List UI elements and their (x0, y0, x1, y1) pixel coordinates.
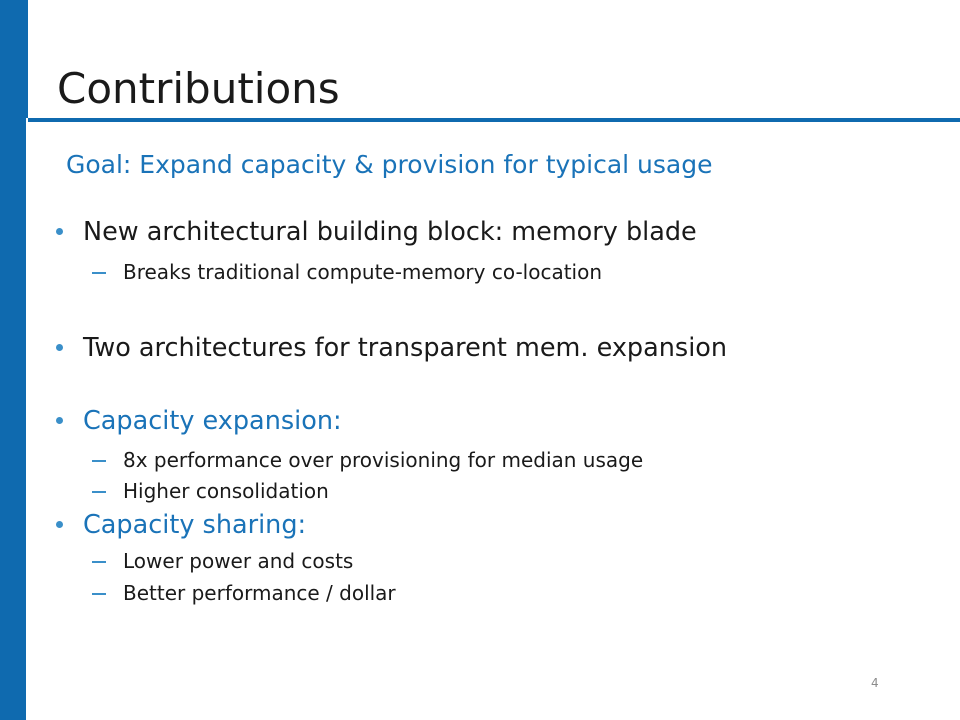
bullet-dot-icon (56, 228, 63, 235)
bullet-item (56, 406, 342, 437)
sub-bullet-item (92, 549, 353, 573)
dash-icon (92, 491, 106, 493)
goal-statement: Goal: Expand capacity & provision for typical usage (66, 150, 713, 179)
sub-bullet-text: Better performance / dollar (123, 581, 396, 605)
dash-icon (92, 272, 106, 274)
sub-bullet-item (92, 581, 396, 605)
dash-icon (92, 561, 106, 563)
bullet-dot-icon (56, 417, 63, 424)
sub-bullet-item (92, 479, 329, 503)
sub-bullet-text: Lower power and costs (123, 549, 354, 573)
sub-bullet-text: Higher consolidation (123, 479, 329, 503)
slide-title: Contributions (57, 64, 340, 113)
left-accent-bar (0, 0, 26, 720)
bullet-text: New architectural building block: memory blade (83, 217, 697, 247)
sub-bullet-text: 8x performance over provisioning for median usage (123, 448, 644, 472)
dash-icon (92, 593, 106, 595)
bullet-text: Two architectures for transparent mem. expansion (83, 333, 728, 363)
left-accent-notch (26, 0, 28, 118)
bullet-item (56, 510, 306, 541)
sub-bullet-item (92, 448, 643, 472)
bullet-item (56, 333, 727, 364)
dash-icon (92, 460, 106, 462)
bullet-text: Capacity expansion: (83, 406, 342, 436)
bullet-item (56, 217, 697, 248)
sub-bullet-item (92, 260, 602, 284)
bullet-dot-icon (56, 521, 63, 528)
title-underline-rule (28, 118, 960, 122)
page-number: 4 (871, 676, 879, 690)
bullet-dot-icon (56, 344, 63, 351)
bullet-text: Capacity sharing: (83, 510, 307, 540)
sub-bullet-text: Breaks traditional compute-memory co-location (123, 260, 603, 284)
